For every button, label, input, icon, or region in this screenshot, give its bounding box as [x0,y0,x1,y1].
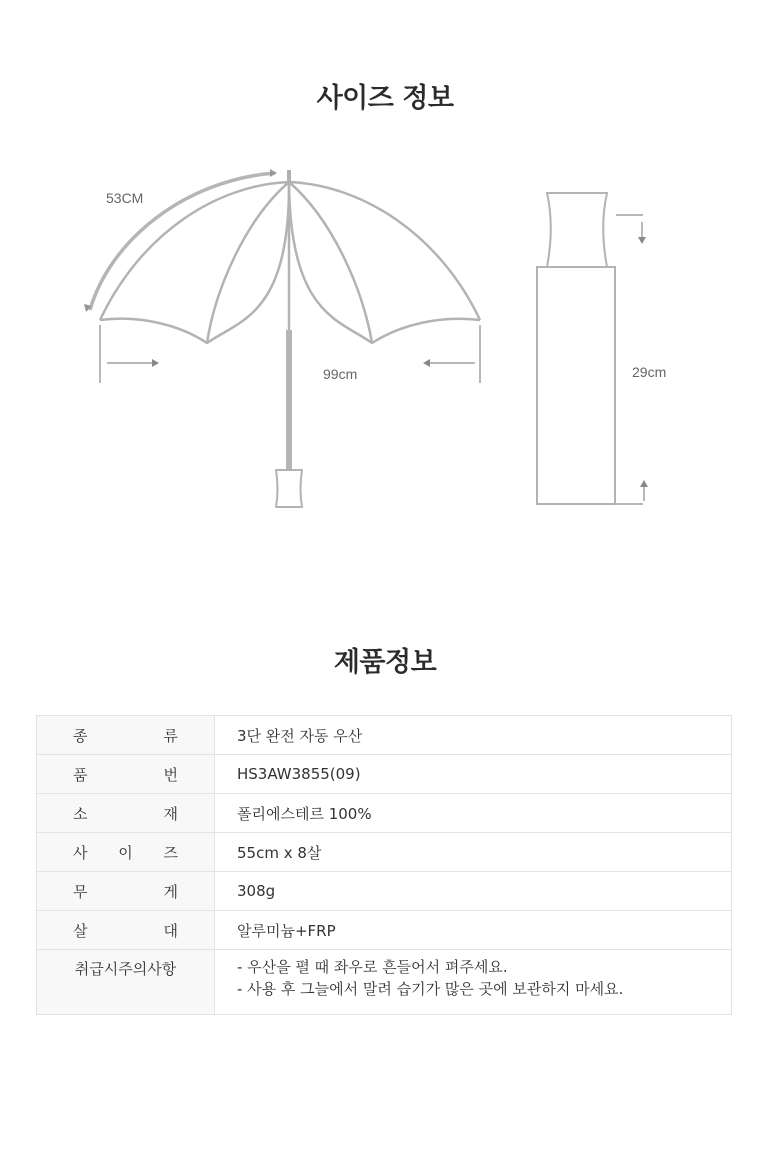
row-value: 55cm x 8살 [215,833,732,872]
row-key: 사 이 즈 [37,833,215,872]
closed-length-label: 29cm [632,364,667,380]
row-key: 품 번 [37,755,215,794]
row-value: HS3AW3855(09) [215,755,732,794]
care-value [215,950,732,1015]
row-value: 폴리에스테르 100% [215,794,732,833]
care-key: 취급시주의사항 [37,950,215,1015]
table-row [37,755,732,794]
table-row-care [37,950,732,1015]
closed-body [537,267,615,504]
product-info-title: 제품정보 [333,647,437,678]
row-key: 살 대 [37,911,215,950]
umbrella-handle [276,470,302,507]
row-key: 무 게 [37,872,215,911]
table-row [37,911,732,950]
product-spec-table [36,715,732,1015]
canopy-rib-right [289,182,372,343]
care-line: - 사용 후 그늘에서 말려 습기가 많은 곳에 보관하지 마세요. [237,980,624,998]
table-row [37,872,732,911]
closed-handle [547,193,607,267]
table-row [37,833,732,872]
table-row [37,716,732,755]
row-key: 소 재 [37,794,215,833]
size-info-title: 사이즈 정보 [316,83,454,114]
row-value: 알루미늄+FRP [215,911,732,950]
row-value: 3단 완전 자동 우산 [215,716,732,755]
row-value: 308g [215,872,732,911]
umbrella-size-diagram [0,140,770,520]
closed-umbrella-illustration [537,193,615,504]
table-row [37,794,732,833]
canopy-length-label: 53CM [106,190,144,206]
canopy-rib-left [207,182,289,343]
closed-length-guides [616,215,648,504]
care-line: - 우산을 펼 때 좌우로 흔들어서 펴주세요. [237,958,508,976]
row-key: 종 류 [37,716,215,755]
open-width-label: 99cm [323,366,358,382]
open-umbrella-illustration [100,170,480,507]
